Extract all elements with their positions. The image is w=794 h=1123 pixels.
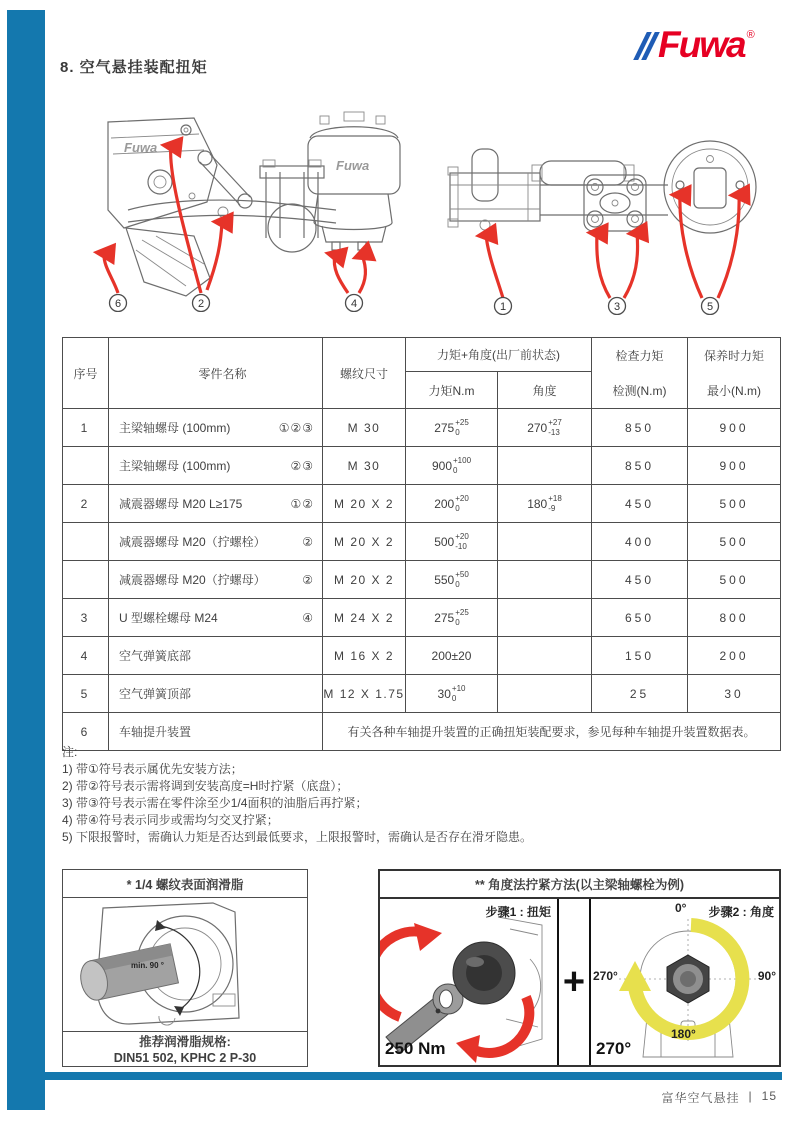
- diagram-suspension-top-view: [428, 113, 773, 315]
- angle-box-title: ** 角度法拧紧方法(以主梁轴螺栓为例): [380, 871, 779, 899]
- cell-angle: 180 +18 -9: [498, 485, 592, 523]
- table-row: [63, 409, 781, 447]
- note-line: 1) 带①符号表示属优先安装方法；: [62, 762, 243, 776]
- cell-thread: M 20 X 2: [323, 561, 406, 599]
- axle-stub-sketch: [77, 944, 178, 1003]
- cell-min: 200: [688, 637, 781, 675]
- table-row: [63, 599, 781, 637]
- shock-absorber-sketch: [189, 151, 252, 217]
- table-row: [63, 485, 781, 523]
- grease-caption: [63, 1031, 307, 1066]
- note-line: 4) 带④符号表示同步或需均匀交叉拧紧；: [62, 813, 279, 827]
- step2-label: 步骤2 : 角度: [708, 905, 774, 919]
- cell-torque: 200 +20 0: [406, 485, 498, 523]
- cell-check: 450: [592, 485, 688, 523]
- th-thread: 螺纹尺寸: [323, 338, 406, 409]
- logo-text: Fuwa: [658, 24, 745, 65]
- th-maintenance: 保养时力矩 最小(N.m): [688, 338, 781, 409]
- angle-method-box: [378, 869, 781, 1067]
- air-spring-fuwa-label: Fuwa: [336, 158, 370, 173]
- cell-thread: M 16 X 2: [323, 637, 406, 675]
- cell-torque: 900 +100 0: [406, 447, 498, 485]
- th-no: 序号: [63, 338, 109, 409]
- svg-text:1: 1: [499, 301, 507, 313]
- cell-name: 减震器螺母 M20 L≥175 ①②: [109, 485, 323, 523]
- cell-torque: 200±20: [406, 637, 498, 675]
- cell-check: 400: [592, 523, 688, 561]
- cell-check: 850: [592, 409, 688, 447]
- table-row: [63, 637, 781, 675]
- cell-no: 4: [63, 637, 109, 675]
- grease-box-title: * 1/4 螺纹表面润滑脂: [63, 870, 307, 898]
- cell-no: 5: [63, 675, 109, 713]
- cell-no: [63, 447, 109, 485]
- step1-value: 250 Nm: [385, 1039, 446, 1058]
- page-title: 8. 空气悬挂装配扭矩: [60, 59, 208, 76]
- cell-thread: M 30: [323, 409, 406, 447]
- tick-180: 180°: [671, 1027, 696, 1041]
- th-check: 检查力矩 检测(N.m): [592, 338, 688, 409]
- note-line: 5) 下限报警时，需确认力矩是否达到最低要求，上限报警时，需确认是否存在滑牙隐患。: [62, 830, 533, 844]
- page-footer: [662, 1089, 778, 1106]
- cell-no: 2: [63, 485, 109, 523]
- hub-face-sketch: [664, 141, 756, 233]
- cell-no: [63, 523, 109, 561]
- callout-1: [495, 298, 512, 315]
- callout-2: [193, 295, 210, 312]
- clamp-plate-sketch: [584, 175, 646, 231]
- callout-5: [702, 298, 719, 315]
- cell-torque: 275 +25 0: [406, 599, 498, 637]
- cell-no: 6: [63, 713, 109, 751]
- air-spring-sketch: [308, 112, 400, 250]
- red-pointer-arrows: [104, 146, 366, 293]
- cell-name: 空气弹簧顶部: [109, 675, 323, 713]
- svg-text:3: 3: [613, 301, 621, 313]
- red-pointer-arrows: [486, 195, 739, 298]
- table-row: [63, 447, 781, 485]
- cell-check: 150: [592, 637, 688, 675]
- left-accent-stripe: [7, 10, 45, 1110]
- cell-name: 主梁轴螺母 (100mm) ①②③: [109, 409, 323, 447]
- cell-no: 1: [63, 409, 109, 447]
- cell-check: 650: [592, 599, 688, 637]
- svg-text:4: 4: [350, 298, 358, 310]
- cell-check: 450: [592, 561, 688, 599]
- tick-0: 0°: [675, 901, 687, 915]
- shock-top-sketch: [532, 161, 634, 185]
- step1-torque-panel: [380, 899, 559, 1065]
- cell-angle: [498, 561, 592, 599]
- callout-3: [609, 298, 626, 315]
- cell-angle: [498, 637, 592, 675]
- cell-name: 车轴提升装置: [109, 713, 323, 751]
- cell-torque: 550 +50 0: [406, 561, 498, 599]
- cell-min: 900: [688, 409, 781, 447]
- footer-brand: 富华空气悬挂: [661, 1091, 740, 1105]
- front-pivot-sketch: [448, 149, 540, 230]
- cell-thread: M 12 X 1.75: [323, 675, 406, 713]
- table-row: [63, 523, 781, 561]
- cell-name: U 型螺栓螺母 M24 ④: [109, 599, 323, 637]
- cell-min: 900: [688, 447, 781, 485]
- footer-page-number: 15: [761, 1089, 777, 1103]
- fuwa-logo: [640, 24, 755, 68]
- cell-thread: M 24 X 2: [323, 599, 406, 637]
- bottom-accent-bar: [45, 1072, 782, 1080]
- grease-caption-spec: DIN51 502, KPHC 2 P-30: [113, 1051, 257, 1065]
- cell-torque: 500 +20 -10: [406, 523, 498, 561]
- cell-marks: ②: [302, 534, 314, 549]
- hanger-bracket-sketch: [108, 118, 217, 228]
- torque-table: [62, 337, 781, 751]
- cell-name: 减震器螺母 M20（拧螺母） ②: [109, 561, 323, 599]
- cell-angle: [498, 599, 592, 637]
- cell-angle: [498, 675, 592, 713]
- cell-angle: [498, 523, 592, 561]
- notes-label: 注:: [62, 745, 78, 759]
- cell-marks: ②③: [290, 458, 314, 473]
- cell-marks: ②: [302, 572, 314, 587]
- grease-figure-box: [62, 869, 308, 1067]
- tick-90: 90°: [757, 969, 776, 983]
- step2-angle-panel: [589, 899, 779, 1065]
- torque-wrench-sketch: [386, 942, 515, 1053]
- cell-check: 25: [592, 675, 688, 713]
- cell-thread: M 20 X 2: [323, 485, 406, 523]
- th-torque-angle-group: 力矩+角度(出厂前状态): [406, 338, 592, 372]
- svg-text:2: 2: [197, 298, 205, 310]
- cell-marks: ④: [302, 610, 314, 625]
- th-name: 零件名称: [109, 338, 323, 409]
- cell-thread: M 30: [323, 447, 406, 485]
- hex-nut-sketch: [667, 955, 709, 1003]
- cell-name: 主梁轴螺母 (100mm) ②③: [109, 447, 323, 485]
- cell-marks: ①②③: [278, 420, 314, 435]
- min-angle-label: min. 90 °: [131, 961, 164, 970]
- cell-merged-note: 有关各种车轴提升装置的正确扭矩装配要求，参见每种车轴提升装置数据表。: [323, 713, 781, 751]
- bracket-fuwa-label: Fuwa: [124, 140, 158, 155]
- svg-text:6: 6: [114, 298, 122, 310]
- cell-torque: 30 +10 0: [406, 675, 498, 713]
- th-torque-nm: 力矩N.m: [406, 372, 498, 409]
- tick-270: 270°: [593, 969, 618, 983]
- plus-sign: +: [562, 960, 586, 1003]
- callout-4: [346, 295, 363, 312]
- grease-illustration: [63, 898, 307, 1031]
- cell-angle: 270 +27 -13: [498, 409, 592, 447]
- cell-angle: [498, 447, 592, 485]
- cell-name: 减震器螺母 M20（拧螺栓） ②: [109, 523, 323, 561]
- step2-value: 270°: [596, 1039, 632, 1058]
- cell-min: 30: [688, 675, 781, 713]
- cell-no: 3: [63, 599, 109, 637]
- cell-thread: M 20 X 2: [323, 523, 406, 561]
- cell-name: 空气弹簧底部: [109, 637, 323, 675]
- grease-caption-title: 推荐润滑脂规格:: [139, 1035, 231, 1049]
- callout-6: [110, 295, 127, 312]
- cell-no: [63, 561, 109, 599]
- cell-min: 500: [688, 561, 781, 599]
- logo-registered-mark: ®: [746, 29, 755, 41]
- cell-torque: 275 +25 0: [406, 409, 498, 447]
- note-line: 3) 带③符号表示需在零件涂至少1/4面积的油脂后再拧紧；: [62, 796, 368, 810]
- cell-marks: ①②: [290, 496, 314, 511]
- notes-block: [62, 744, 532, 846]
- svg-text:5: 5: [706, 301, 714, 313]
- cell-check: 850: [592, 447, 688, 485]
- table-row: [63, 675, 781, 713]
- footer-divider: |: [748, 1089, 753, 1103]
- note-line: 2) 带②符号表示需将调到安装高度=H时拧紧（底盘）；: [62, 779, 349, 793]
- step1-label: 步骤1 : 扭矩: [485, 905, 551, 919]
- table-row: [63, 561, 781, 599]
- cell-min: 500: [688, 485, 781, 523]
- cell-min: 800: [688, 599, 781, 637]
- diagram-suspension-side-view: [68, 110, 413, 312]
- logo-slashes-icon: [640, 32, 656, 60]
- cell-min: 500: [688, 523, 781, 561]
- th-angle: 角度: [498, 372, 592, 409]
